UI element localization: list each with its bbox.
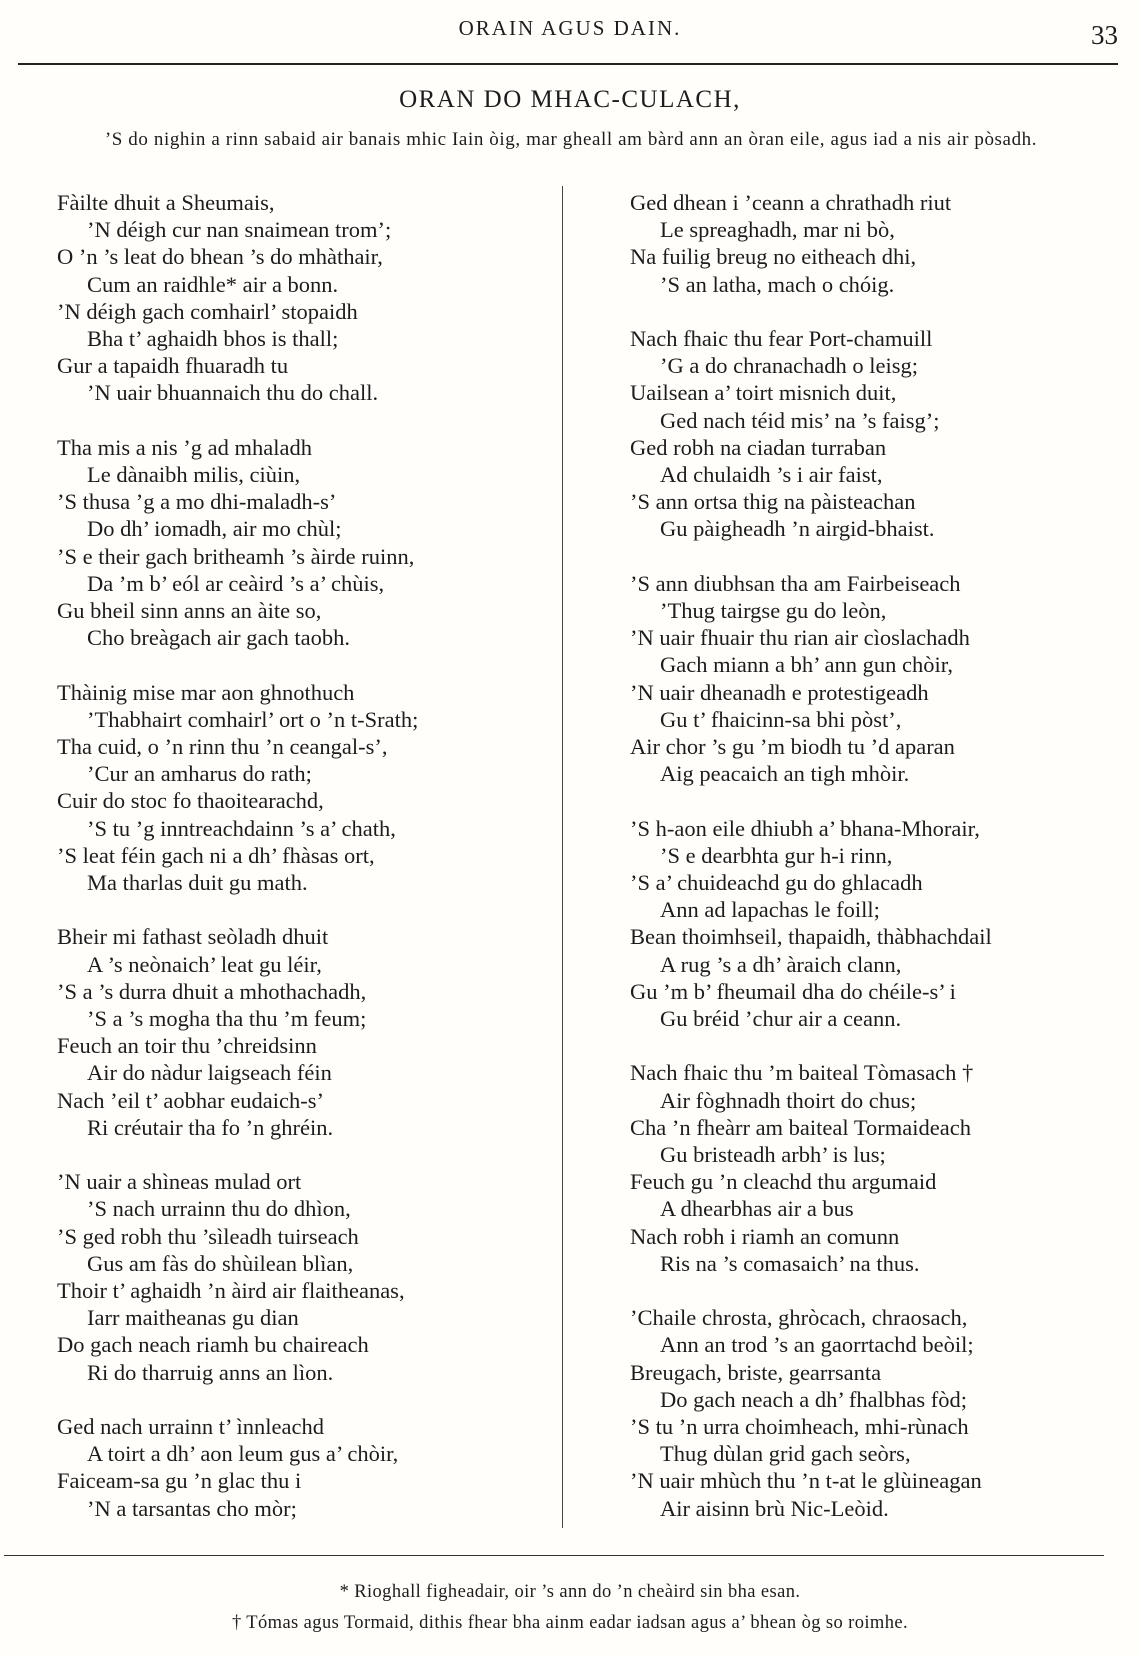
verse-line: Faiceam-sa gu ’n glac thu i	[57, 1468, 302, 1494]
verse-line: ’S a’ chuideachd gu do ghlacadh	[630, 870, 923, 896]
verse-line: Le dànaibh milis, ciùin,	[87, 462, 301, 488]
stanza	[630, 1304, 1110, 1522]
verse-line: Fàilte dhuit a Sheumais,	[57, 190, 275, 215]
verse-line: Gu ’m b’ fheumail dha do chéile-s’ i	[630, 978, 956, 1004]
verse-line: Tha cuid, o ’n rinn thu ’n ceangal-s’,	[57, 734, 388, 760]
song-title: ORAN DO MHAC-CULACH,	[399, 86, 741, 113]
verse-line: ’Thug tairgse gu do leòn,	[660, 598, 887, 624]
verse-line: Uailsean a’ toirt misnich duit,	[630, 380, 897, 406]
verse-line: A dhearbhas air a bus	[660, 1196, 854, 1222]
verse-line: ’S tu ’n urra choimheach, mhi-rùnach	[630, 1414, 969, 1440]
verse-line: ’S ged robh thu ’sìleadh tuirseach	[57, 1223, 359, 1249]
verse-line: ’N uair a shìneas mulad ort	[57, 1169, 302, 1195]
verse-line: ’S ann ortsa thig na pàisteachan	[630, 489, 916, 515]
verse-line: Cha ’n fheàrr am baiteal Tormaideach	[630, 1114, 971, 1140]
verse-line: ’N uair fhuair thu rian air cìoslachadh	[630, 625, 970, 651]
verse-line: Air do nàdur laigseach féin	[87, 1060, 332, 1086]
verse-line: ’G a do chranachadh o leisg;	[660, 353, 919, 379]
verse-line: ’Cur an amharus do rath;	[87, 761, 312, 787]
verse-line: A toirt a dh’ aon leum gus a’ chòir,	[87, 1441, 399, 1467]
verse-line: ’S a ’s mogha tha thu ’m feum;	[87, 1006, 367, 1032]
verse-line: ’Thabhairt comhairl’ ort o ’n t-Srath;	[87, 706, 419, 732]
verse-line: Ged robh na ciadan turraban	[630, 434, 887, 460]
verse-line: ’N a tarsantas cho mòr;	[87, 1495, 297, 1521]
verse-line: Cuir do stoc fo thaoitearachd,	[57, 788, 324, 814]
verse-line: A ’s neònaich’ leat gu léir,	[87, 951, 322, 977]
right-verse-column	[630, 189, 1110, 1549]
verse-line: Gur a tapaidh fhuaradh tu	[57, 353, 289, 379]
verse-line: Gu t’ fhaicinn-sa bhi pòst’,	[660, 706, 902, 732]
verse-line: Do gach neach a dh’ fhalbhas fòd;	[660, 1386, 967, 1412]
verse-line: Ri créutair tha fo ’n ghréin.	[87, 1114, 334, 1140]
verse-line: Cum an raidhle* air a bonn.	[87, 271, 339, 297]
column-divider	[562, 186, 563, 1528]
left-verse-column	[57, 189, 557, 1549]
verse-line: Do gach neach riamh bu chaireach	[57, 1332, 369, 1358]
verse-line: ’N uair bhuannaich thu do chall.	[87, 380, 379, 406]
verse-line: Air chor ’s gu ’m biodh tu ’d aparan	[630, 734, 955, 760]
verse-line: Thàinig mise mar aon ghnothuch	[57, 679, 355, 705]
verse-line: Gu bheil sinn anns an àite so,	[57, 598, 322, 624]
verse-line: Bha t’ aghaidh bhos is thall;	[87, 326, 339, 352]
verse-line: Da ’m b’ eól ar ceàird ’s a’ chùis,	[87, 570, 385, 596]
verse-line: Ged dhean i ’ceann a chrathadh riut	[630, 190, 952, 215]
running-head	[0, 14, 1140, 54]
verse-line: Nach fhaic thu fear Port-chamuill	[630, 326, 933, 351]
verse-line: ’N uair dheanadh e protestigeadh	[630, 679, 929, 705]
stanza	[57, 1168, 557, 1386]
verse-line: Ged nach téid mis’ na ’s faisg’;	[660, 407, 940, 433]
footnote-rule	[4, 1555, 1104, 1556]
verse-line: Feuch an toir thu ’chreidsinn	[57, 1033, 317, 1059]
verse-line: Thoir t’ aghaidh ’n àird air flaitheanas,	[57, 1278, 405, 1304]
verse-line: Gu bristeadh arbh’ is lus;	[660, 1142, 886, 1168]
verse-line: Nach ’eil t’ aobhar eudaich-s’	[57, 1087, 324, 1113]
verse-line: Gu bréid ’chur air a ceann.	[660, 1006, 902, 1032]
stanza	[57, 679, 557, 897]
verse-line: ’S nach urrainn thu do dhìon,	[87, 1196, 351, 1222]
stanza	[57, 1413, 557, 1522]
verse-line: ’S e their gach britheamh ’s àirde ruinn,	[57, 543, 415, 569]
stanza	[630, 1059, 1110, 1277]
verse-line: ’S thusa ’g a mo dhi-maladh-s’	[57, 489, 337, 515]
verse-line: O ’n ’s leat do bhean ’s do mhàthair,	[57, 244, 383, 270]
verse-line: ’S leat féin gach ni a dh’ fhàsas ort,	[57, 842, 375, 868]
verse-line: Thug dùlan grid gach seòrs,	[660, 1441, 911, 1467]
verse-line: Ma tharlas duit gu math.	[87, 870, 308, 896]
stanza	[630, 189, 1110, 298]
verse-line: Ri do tharruig anns an lìon.	[87, 1359, 334, 1385]
running-title: ORAIN AGUS DAIN.	[458, 16, 682, 40]
page-number: 33	[1091, 20, 1118, 50]
verse-line: ’S a ’s durra dhuit a mhothachadh,	[57, 978, 367, 1004]
verse-line: Ad chulaidh ’s i air faist,	[660, 462, 883, 488]
stanza	[57, 434, 557, 652]
verse-line: Bheir mi fathast seòladh dhuit	[57, 924, 329, 950]
stanza	[630, 325, 1110, 543]
verse-line: Gus am fàs do shùilean blìan,	[87, 1250, 354, 1276]
verse-line: ’Chaile chrosta, ghròcach, chraosach,	[630, 1305, 968, 1331]
verse-line: Aig peacaich an tigh mhòir.	[660, 761, 910, 787]
verse-line: Air fòghnadh thoirt do chus;	[660, 1087, 917, 1113]
verse-line: Nach fhaic thu ’m baiteal Tòmasach †	[630, 1060, 974, 1086]
verse-line: ’S an latha, mach o chóig.	[660, 271, 895, 297]
verse-line: Ann ad lapachas le foill;	[660, 897, 880, 923]
verse-line: Iarr maitheanas gu dian	[87, 1305, 299, 1331]
verse-line: Tha mis a nis ’g ad mhaladh	[57, 434, 312, 460]
verse-line: Bean thoimhseil, thapaidh, thàbhachdail	[630, 924, 992, 950]
verse-line: A rug ’s a dh’ àraich clann,	[660, 951, 902, 977]
verse-line: ’S h-aon eile dhiubh a’ bhana-Mhorair,	[630, 815, 980, 841]
stanza	[57, 923, 557, 1141]
verse-line: Gu pàigheadh ’n airgid-bhaist.	[660, 516, 935, 542]
verse-line: Feuch gu ’n cleachd thu argumaid	[630, 1169, 937, 1195]
verse-line: Ris na ’s comasaich’ na thus.	[660, 1250, 920, 1276]
header-rule	[18, 63, 1118, 65]
footnotes	[0, 1577, 1140, 1639]
verse-line: ’S tu ’g inntreachdainn ’s a’ chath,	[87, 815, 396, 841]
verse-line: ’N déigh cur nan snaimean trom’;	[87, 217, 392, 243]
stanza	[630, 815, 1110, 1033]
verse-line: Cho breàgach air gach taobh.	[87, 625, 351, 651]
verse-line: Na fuilig breug no eitheach dhi,	[630, 244, 917, 270]
verse-line: Ged nach urrainn t’ ìnnleachd	[57, 1414, 324, 1440]
stanza	[630, 570, 1110, 788]
footnote: † Tómas agus Tormaid, dithis fhear bha ainm eadar iadsan agus a’ bhean òg so roimhe.	[231, 1613, 909, 1633]
verse-line: Gach miann a bh’ ann gun chòir,	[660, 652, 953, 678]
verse-line: Air aisinn brù Nic-Leòid.	[660, 1495, 889, 1521]
verse-line: ’N uair mhùch thu ’n t-at le glùineagan	[630, 1468, 982, 1494]
verse-line: ’S e dearbhta gur h-i rinn,	[660, 842, 893, 868]
verse-line: ’N déigh gach comhairl’ stopaidh	[57, 298, 358, 324]
verse-line: Le spreaghadh, mar ni bò,	[660, 217, 895, 243]
verse-line: Nach robh i riamh an comunn	[630, 1223, 900, 1249]
verse-line: Ann an trod ’s an gaorrtachd beòil;	[660, 1332, 974, 1358]
verse-line: ’S ann diubhsan tha am Fairbeiseach	[630, 570, 961, 596]
stanza	[57, 189, 557, 407]
verse-line: Do dh’ iomadh, air mo chùl;	[87, 516, 342, 542]
footnote: * Rioghall figheadair, oir ’s ann do ’n cheàird sin bha esan.	[339, 1582, 801, 1602]
song-subtitle: ’S do nighin a rinn sabaid air banais mhic Iain òig, mar gheall am bàrd ann an òran eile, agus iad a nis air pòsadh.	[104, 129, 1038, 150]
verse-line: Breugach, briste, gearrsanta	[630, 1359, 882, 1385]
